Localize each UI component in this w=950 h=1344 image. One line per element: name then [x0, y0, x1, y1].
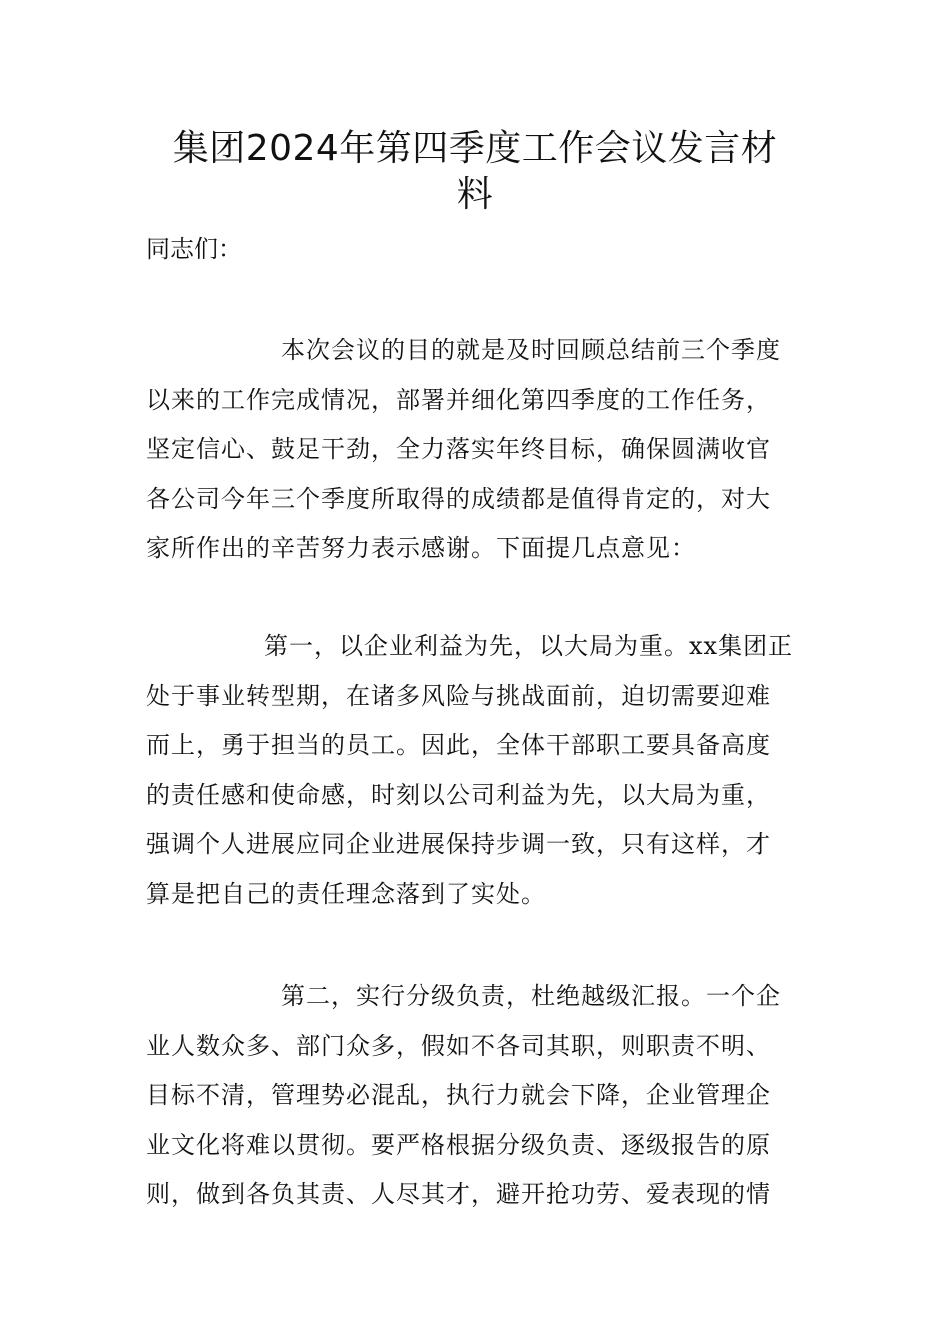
paragraph-intro [146, 326, 806, 574]
paragraph-line: 强调个人进展应同企业进展保持步调一致，只有这样，才 [146, 830, 771, 858]
paragraph-line: 算是把自己的责任理念落到了实处。 [146, 879, 546, 908]
paragraph-line: 目标不清，管理势必混乱，执行力就会下降，企业管理企 [146, 1081, 771, 1109]
paragraph-line: 业文化将难以贯彻。要严格根据分级负责、逐级报告的原 [146, 1130, 771, 1159]
paragraph-line: 则，做到各负其责、人尽其才，避开抢功劳、爱表现的情 [146, 1180, 771, 1208]
title-line: 集团2024年第四季度工作会议发言材 [172, 128, 778, 169]
title-line: 料 [456, 174, 494, 215]
paragraph-line: 第二，实行分级负责，杜绝越级汇报。一个企 [281, 982, 781, 1010]
salutation: 同志们： [146, 235, 242, 263]
paragraph-line: 处于事业转型期，在诸多风险与挑战面前，迫切需要迎难 [146, 681, 771, 710]
paragraph-line: 第一，以企业利益为先，以大局为重。xx集团正 [264, 632, 794, 660]
paragraph-line: 的责任感和使命感，时刻以公司利益为先，以大局为重， [146, 780, 771, 809]
paragraph-line: 而上，勇于担当的员工。因此，全体干部职工要具备高度 [146, 731, 771, 759]
paragraph-first-point [146, 622, 806, 919]
document-title [120, 126, 830, 218]
paragraph-line: 家所作出的辛苦努力表示感谢。下面提几点意见： [146, 534, 696, 562]
paragraph-line: 本次会议的目的就是及时回顾总结前三个季度 [281, 336, 781, 364]
paragraph-second-point [146, 972, 806, 1220]
paragraph-line: 以来的工作完成情况，部署并细化第四季度的工作任务， [146, 385, 771, 414]
paragraph-line: 业人数众多、部门众多，假如不各司其职，则职责不明、 [146, 1031, 771, 1060]
paragraph-line: 坚定信心、鼓足干劲，全力落实年终目标，确保圆满收官 [146, 435, 771, 463]
paragraph-line: 各公司今年三个季度所取得的成绩都是值得肯定的，对大 [146, 484, 771, 513]
